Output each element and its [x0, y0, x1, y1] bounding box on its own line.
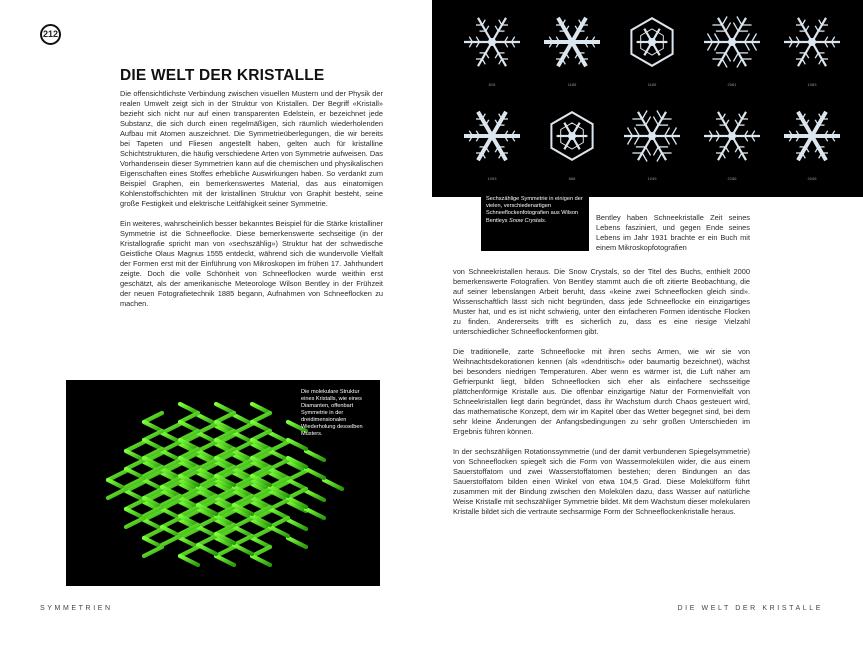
snowflake-label: 1083	[807, 82, 817, 87]
footer-section-left: SYMMETRIEN	[40, 605, 113, 612]
lattice-bond	[270, 433, 288, 442]
snowflake-label: 1185	[567, 82, 577, 87]
snowflake-label: 1093	[487, 176, 497, 181]
lattice-bond	[144, 538, 162, 547]
lattice-bond	[108, 471, 126, 480]
lattice-bond	[108, 480, 126, 489]
lattice-bond	[252, 431, 270, 440]
snowflake-image	[464, 18, 520, 87]
lattice-bond	[162, 451, 180, 460]
lattice-bond	[126, 500, 144, 509]
left-column	[120, 89, 383, 319]
lattice-bond	[144, 480, 162, 489]
lattice-bond	[234, 442, 252, 451]
snowflake-label: 2045	[807, 176, 817, 181]
lattice-bond	[144, 440, 162, 449]
lattice-bond	[270, 500, 288, 509]
right-column	[453, 267, 750, 527]
snowflake-images	[432, 0, 863, 197]
lattice-bond	[270, 518, 288, 527]
lattice-bond	[270, 442, 288, 451]
lattice-bond	[216, 547, 234, 556]
snowflake-label: 815	[488, 82, 496, 87]
snowflake-image	[551, 112, 592, 181]
snowflake-photo-grid	[432, 0, 863, 197]
paragraph: In der sechszähligen Rotationssymmetrie (und der damit verbundenen Spiegelsymmetrie) von Schneeflocken spiegelt sich die Form von Wassermolekülen wider, die aus einem Sauerstoffatom und zwei Wasserstoffatomen bestehen; deren Bindungen an das Sauerstoffatom bilden einen Winkel von etwa 104,5 Grad. Diese Molekülform führt zusammen mit der Bindung zwischen den Molekülen dazu, dass Wasser auf natürliche Weise Kristalle mit sechszähliger Symmetrie bildet. Mit dem Wachstum dieser molekularen Kristalle bildet sich die vertraute sechsarmige Form der Schneeflockenkristalle heraus.	[453, 447, 750, 516]
book-title: Snow Crystals	[509, 217, 545, 224]
lattice-bond	[234, 433, 252, 442]
lattice-bond	[144, 547, 162, 556]
snowflake-image	[544, 18, 600, 87]
lattice-bond	[288, 489, 306, 498]
lattice-bond	[198, 442, 216, 451]
snowflake-image	[784, 18, 840, 87]
lattice-bond	[306, 491, 324, 500]
lattice-bond	[162, 433, 180, 442]
lattice-bond	[180, 538, 198, 547]
snowflake-caption-end: .	[544, 217, 547, 224]
lattice-bond	[234, 518, 252, 527]
lattice-bond	[126, 518, 144, 527]
snowflake-caption-text: Sechszählige Symmetrie in einigen der vielen, verschiedenartigen Schneeflockenfotografien aus Wilson Bentleys	[486, 196, 583, 224]
paragraph: Ein weiteres, wahrscheinlich besser bekanntes Beispiel für die Stärke kristalliner Symmetrie ist die Schneeflocke. Diese bemerkenswerte sechseitige (in der Kristallografie spricht man von «sechszählig») Struktur hat der schwedische Geistliche Olaus Magnus 1555 entdeckt, während sich die wundervolle Vielfalt der Formen erst mit der Einführung von Mikroskopen im frühen 17. Jahrhundert zeigte. Doch die volle Schönheit von Schneeflocken wurde weithin erst geschätzt, als der amerikanische Meteorologe Wilson Bentley in der Frühzeit der neuen Fotografietechnik 1885 begann, Aufnahmen von Schneeflocken zu machen.	[120, 219, 383, 308]
snowflake-image	[631, 18, 672, 87]
lattice-bond	[126, 469, 144, 478]
snowflake-image	[784, 112, 840, 181]
lattice-bond	[144, 431, 162, 440]
lattice-bond	[108, 489, 126, 498]
snowflake-caption	[481, 193, 589, 251]
lattice-bond	[234, 545, 252, 554]
snowflake-label: 868	[568, 176, 576, 181]
lattice-bond	[162, 424, 180, 433]
lattice-bond	[252, 529, 270, 538]
lattice-bond	[126, 491, 144, 500]
snowflake-label: 2186	[727, 176, 737, 181]
paragraph: Die offensichtlichste Verbindung zwischen visuellen Mustern und der Physik der realen Umwelt zeigt sich in der Struktur von Kristallen. Der Begriff «Kristall» bezieht sich nicht nur auf einen transparenten Edelstein, er bezeichnet jede Substanz, die sich durch einen regelmäßigen, sich räumlich wiederholenden Aufbau mit Atomen auszeichnet. Die Symmetrieüberlegungen, die wir bereits bei Tapeten und Fliesen angestellt haben, gelten auch für kristalline Schichtstrukturen, die häufig verschiedene Arten von Symmetrie aufweisen. Das Vorhandensein dieser Symmetrien kann auf die chemischen und physikalischen Eigenschaften eines Stoffes erhebliche Auswirkungen haben. So verdankt zum Beispiel Graphen, ein bemerkenswertes Material, das aus einatomigen Kohlenstoffschichten mit der kristallinen Struktur von Graphit besteht, seine große Festigkeit und elektrische Leitfähigkeit seiner Symmetrie.	[120, 89, 383, 208]
lattice-bond	[126, 442, 144, 451]
lattice-bond	[144, 520, 162, 529]
lattice-bond	[144, 529, 162, 538]
lattice-bond	[198, 415, 216, 424]
lattice-bond	[252, 413, 270, 422]
lattice-bond	[162, 536, 180, 545]
lattice-bond	[126, 460, 144, 469]
lattice-bond	[126, 509, 144, 518]
paragraph: Die traditionelle, zarte Schneeflocke mit ihren sechs Armen, wie wir sie von Weihnachtsdekorationen kennen (als «dendritisch» oder baumartig bezeichnet), wächst bei besonders niedrigen Temperaturen. Aber wenn es wärmer ist, die Luft näher am Gefrierpunkt liegt, bilden Schneeflocken sich eher als einfachere sechsseitige plättchenförmige Kristalle aus. Die offenbar einzigartige Natur der Formenvielfalt von Schneekristallen liegt darin begründet, dass ihr Wachstum durch Chaos gesteuert wird, das mathematische Konzept, dem wir im Kapitel über das Wetter begegnet sind, bei dem sehr kleine Änderungen der Anfangsbedingungen zu sehr großen Unterschieden im Ergebnis führen können.	[453, 347, 750, 436]
lattice-bond	[252, 538, 270, 547]
lattice-bond	[234, 424, 252, 433]
lattice-bond	[216, 413, 234, 422]
article-title: DIE WELT DER KRISTALLE	[120, 67, 325, 84]
lattice-bond	[234, 415, 252, 424]
lattice-bond	[144, 422, 162, 431]
paragraph: von Schneekristallen heraus. Die Snow Crystals, so der Titel des Buchs, enthielt 2000 bemerkenswerte Fotografien. Von Bentley stammt auch die oft zitierte Beobachtung, die auf seiner lebenslangen Arbeit beruht, dass «keine zwei Schneeflocken gleich sind». Wissenschaftlich lässt sich nicht begründen, dass jede Schneeflocke ein einzigartiges Muster hat, und es ist nicht schwierig, unter den einfacheren Formen identische Flocken zu finden. Andererseits trifft es sicherlich zu, dass es eine riesige Vielzahl unterschiedlicher Schneeflockenformen gibt.	[453, 267, 750, 336]
lattice-bond	[288, 440, 306, 449]
lattice-bond	[126, 451, 144, 460]
snowflake-image	[464, 112, 520, 181]
paragraph: Bentley haben Schneekristalle Zeit seines Lebens fasziniert, und gegen Ende seines Lebens im Jahr 1931 brachte er ein Buch mit einem Mikroskopfotografien	[596, 213, 750, 252]
snowflake-label: 2081	[727, 82, 737, 87]
lattice-bond	[234, 536, 252, 545]
lattice-bond	[270, 451, 288, 460]
lattice-bond	[288, 471, 306, 480]
lattice-bond	[198, 536, 216, 545]
lattice-bond	[288, 480, 306, 489]
lattice-bond	[198, 518, 216, 527]
lattice-bond	[216, 556, 234, 565]
snowflake-image	[624, 111, 680, 182]
crystal-caption: Die molekulare Struktur eines Kristalls, wie eines Diamanten, offenbart Symmetrie in der dreidimensionalen Wiederholung desselben Musters.	[301, 389, 363, 437]
lattice-bond	[252, 422, 270, 431]
lattice-bond	[270, 509, 288, 518]
lattice-bond	[162, 442, 180, 451]
lattice-bond	[252, 404, 270, 413]
lattice-bond	[324, 480, 342, 489]
lattice-bond	[306, 469, 324, 478]
lattice-bond	[234, 527, 252, 536]
snowflake-label: 1049	[647, 176, 657, 181]
footer-section-right: DIE WELT DER KRISTALLE	[677, 605, 823, 612]
snowflake-label: 1165	[647, 82, 657, 87]
lattice-bond	[162, 527, 180, 536]
lattice-bond	[162, 509, 180, 518]
lattice-bond	[288, 520, 306, 529]
lattice-bond	[180, 413, 198, 422]
lattice-bond	[288, 538, 306, 547]
snowflake-image	[704, 112, 760, 181]
snowflake-image	[704, 17, 760, 88]
lattice-bond	[180, 422, 198, 431]
lattice-bond	[306, 451, 324, 460]
lattice-bond	[198, 527, 216, 536]
right-column-top	[596, 213, 750, 263]
lattice-bond	[180, 556, 198, 565]
lattice-bond	[252, 547, 270, 556]
lattice-bond	[216, 404, 234, 413]
lattice-bond	[198, 433, 216, 442]
lattice-bond	[198, 545, 216, 554]
lattice-bond	[252, 556, 270, 565]
lattice-bond	[144, 413, 162, 422]
lattice-bond	[162, 518, 180, 527]
lattice-bond	[270, 460, 288, 469]
page-number: 212	[40, 24, 61, 45]
lattice-bond	[270, 527, 288, 536]
lattice-bond	[180, 547, 198, 556]
lattice-bond	[306, 509, 324, 518]
lattice-bond	[198, 424, 216, 433]
lattice-bond	[180, 404, 198, 413]
